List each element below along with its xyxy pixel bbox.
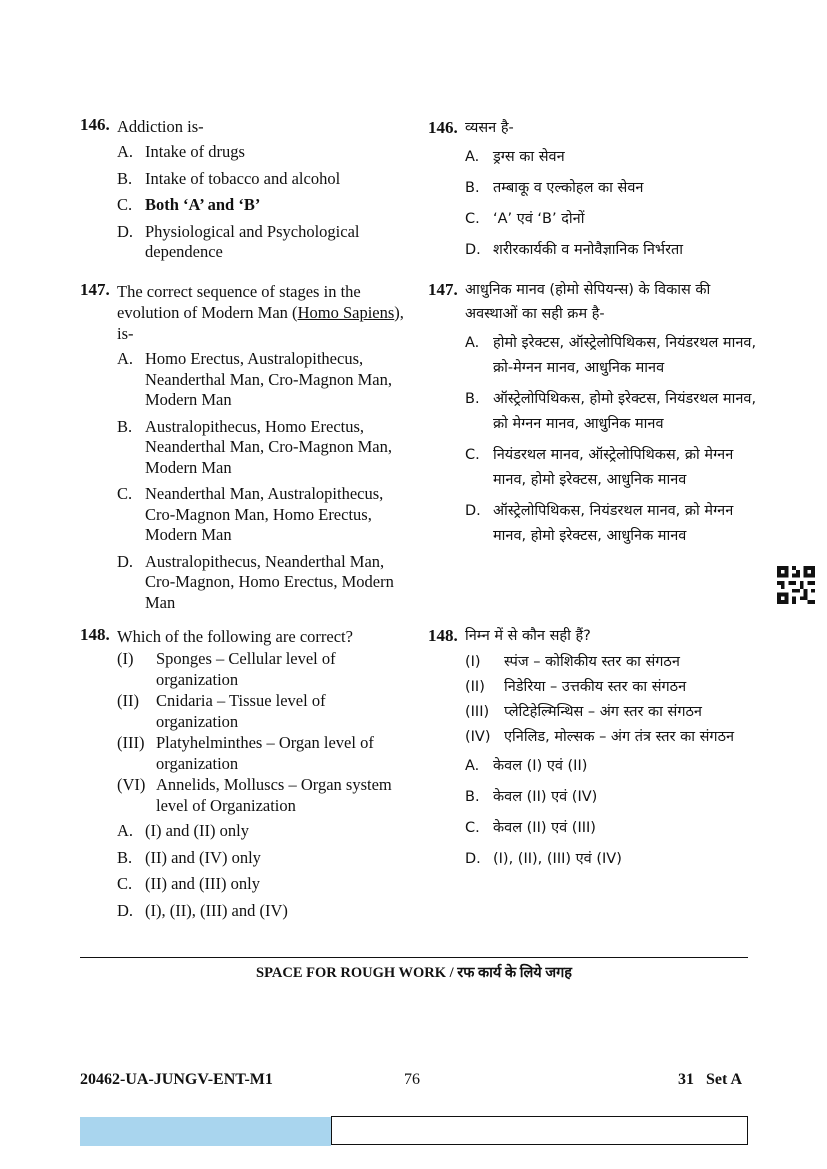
question-number: 148. [428, 626, 458, 645]
option-b: B. Intake of tobacco and alcohol [117, 168, 341, 188]
option-c: C. Neanderthal Man, Australopithecus, Cro-Magnon Man, Homo Erectus, Modern Man [117, 484, 384, 544]
question-stem: 148. निम्न में से कौन सही हैं? [428, 624, 758, 648]
option-d: D. Australopithecus, Neanderthal Man, Cro-Magnon, Homo Erectus, Modern Man [117, 551, 394, 612]
option-c: C. केवल (II) एवं (III) [465, 820, 596, 836]
option-d: D. शरीरकार्यकी व मनोवैज्ञानिक निर्भरता [465, 242, 684, 258]
option-b: B. (II) and (IV) only [117, 847, 261, 867]
statement-4: (IV) एनिलिड, मोल्सक – अंग तंत्र स्तर का संगठन [465, 729, 735, 745]
question-147-en [80, 281, 410, 619]
question-146-en [80, 116, 410, 269]
option-d: D. (I), (II), (III) एवं (IV) [465, 851, 622, 867]
question-stem: 147. The correct sequence of stages in the evolution of Modern Man (Homo Sapiens), is- [80, 280, 404, 343]
option-c: C. (II) and (III) only [117, 874, 260, 893]
statement-2: (II) निडेरिया – उत्तकीय स्तर का संगठन [465, 679, 687, 695]
divider-line [80, 957, 748, 958]
option-b: B. केवल (II) एवं (IV) [465, 789, 598, 805]
paper-code: 20462-UA-JUNGV-ENT-M1 [80, 1071, 273, 1088]
option-a: A. ड्रग्स का सेवन [465, 149, 565, 165]
question-148-en [80, 626, 410, 927]
question-number: 147. [428, 280, 458, 299]
option-a: A. केवल (I) एवं (II) [465, 758, 588, 774]
footer-empty-box [331, 1116, 748, 1145]
option-b: B. तम्बाकू व एल्कोहल का सेवन [465, 180, 644, 196]
option-a: A. होमो इरेक्टस, ऑस्ट्रेलोपिथिकस, नियंडरथल मानव, क्रो-मेग्नन मानव, आधुनिक मानव [465, 335, 757, 376]
question-number: 148. [80, 625, 110, 644]
option-c: C. Both ‘A’ and ‘B’ [117, 195, 261, 214]
question-stem: 146. Addiction is- [80, 115, 204, 136]
statement-2: (II) Cnidaria – Tissue level of organization [117, 691, 326, 731]
question-number: 146. [80, 115, 110, 134]
option-d: D. ऑस्ट्रेलोपिथिकस, नियंडरथल मानव, क्रो मेग्नन मानव, होमो इरेक्टस, आधुनिक मानव [465, 503, 734, 544]
option-a: A. (I) and (II) only [117, 821, 249, 840]
question-148-hi [428, 624, 758, 878]
option-d: D. (I), (II), (III) and (IV) [117, 900, 288, 920]
question-stem: 148. Which of the following are correct? [80, 625, 353, 646]
option-a: A. Intake of drugs [117, 142, 245, 161]
option-c: C. नियंडरथल मानव, ऑस्ट्रेलोपिथिकस, क्रो मेग्नन मानव, होमो इरेक्टस, आधुनिक मानव [465, 447, 734, 488]
statement-3: (III) प्लेटिहेल्मिन्थिस – अंग स्तर का संगठन [465, 704, 702, 720]
option-c: C. ‘A’ एवं ‘B’ दोनों [465, 211, 585, 227]
option-d: D. Physiological and Psychological dependence [117, 221, 360, 261]
question-146-hi [428, 116, 758, 269]
footer-color-bar [80, 1117, 331, 1146]
statement-1: (I) स्पंज – कोशिकीय स्तर का संगठन [465, 654, 680, 670]
statement-4: (VI) Annelids, Molluscs – Organ system level of Organization [117, 775, 392, 815]
rough-work-label: SPACE FOR ROUGH WORK / रफ कार्य के लिये जगह [256, 965, 572, 981]
set-label: 31 Set A [678, 1071, 742, 1088]
qr-code-icon [776, 566, 816, 604]
question-number: 146. [428, 118, 458, 137]
question-number: 147. [80, 280, 110, 299]
statement-3: (III) Platyhelminthes – Organ level of organization [117, 733, 374, 773]
question-147-hi [428, 278, 758, 555]
option-a: A. Homo Erectus, Australopithecus, Neanderthal Man, Cro-Magnon Man, Modern Man [117, 349, 392, 409]
option-b: B. ऑस्ट्रेलोपिथिकस, होमो इरेक्टस, नियंडरथल मानव, क्रो मेग्नन मानव, आधुनिक मानव [465, 391, 757, 432]
statement-1: (I) Sponges – Cellular level of organization [117, 649, 336, 689]
question-stem: 146. व्यसन है- [428, 116, 758, 140]
option-b: B. Australopithecus, Homo Erectus, Neanderthal Man, Cro-Magnon Man, Modern Man [117, 416, 392, 477]
page-number: 76 [404, 1071, 420, 1088]
question-stem: 147. आधुनिक मानव (होमो सेपियन्स) के विकास की अवस्थाओं का सही क्रम है- [428, 280, 711, 322]
